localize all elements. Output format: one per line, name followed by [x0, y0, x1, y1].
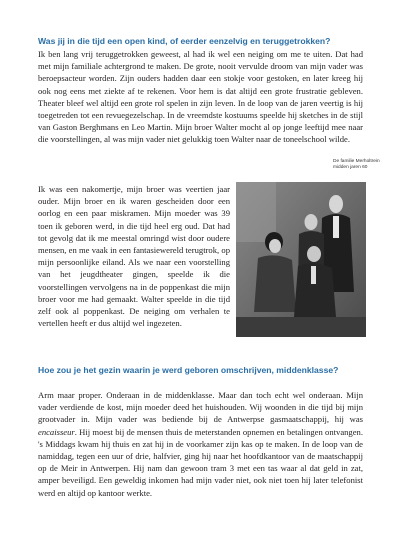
- question-heading-1: Was jij in die tijd een open kind, of eerder eenzelvig en teruggetrokken?: [38, 36, 331, 46]
- question-heading-2: Hoe zou je het gezin waarin je werd geboren omschrijven, middenklasse?: [38, 365, 339, 375]
- answer-paragraph-3-start: Arm maar proper. Onderaan in de middenklasse. Maar dan toch echt wel onderaan. Mijn vader verdiende de kost, mijn moeder deed het huishouden. Wij woonden in die tijd bij mijn grootvader in. Mijn vader was bediende bij de Antwerpse gasmaatschappij, hij was: [38, 390, 363, 425]
- answer-paragraph-3-end: . Hij moest bij de mensen thuis de meterstanden opnemen en betalingen ontvangen. 's Middags kwam hij thuis en zat hij in de voorkamer zijn kas op te maken. In de loop van de namiddag, tegen een uur of drie, halfvier, ging hij naar het hoofdkantoor van de maatschappij op de Meir in Antwerpen. Hij nam dan gewoon tram 3 met een tas waar al dat geld in zat, amper beveiligd. Een geweldig inkomen had mijn vader niet, ook niet toen hij later telefonist werd en altijd op kantoor werkte.: [38, 426, 363, 498]
- answer-paragraph-2: Ik was een nakomertje, mijn broer was veertien jaar ouder. Mijn broer en ik waren gescheiden door een oorlog en een paar miskramen. Mijn moeder was 39 toen ik geboren werd, in die tijd heel erg oud. Dat had tot gevolg dat ik me meestal omringd wist door oudere mensen, en me vaak in een fantasiewereld terugtrok, op mijn persoonlijke eiland. Als we naar een voorstelling van het jeugdtheater gingen, speelde ik die voorstellingen vervolgens na in de poppenkast die mijn broer voor me had gemaakt. Walter speelde in die tijd zelf ook al poppenkast. De neiging om verhalen te vertellen heeft er dus altijd wel ingezeten.: [38, 184, 230, 329]
- family-photo: [236, 182, 366, 337]
- photo-caption: De familie Merholtrein midden jaren 60: [333, 159, 380, 171]
- italic-term: encaisseur: [38, 426, 75, 437]
- answer-paragraph-1: Ik ben lang vrij teruggetrokken geweest, al had ik wel een neiging om me te uiten. Dat had met mijn familiale achtergrond te maken. De grote, nooit vervulde droom van mijn vader was beroepsacteur worden. Zijn ouders hadden daar een stokje voor gestoken, en later kreeg hij ook nog eens met ziekte af te rekenen. Voor hem is dat altijd een grote frustratie gebleven. Theater bleef wel altijd een grote rol spelen in zijn leven. In de loop van de jaren veertig is hij toegetreden tot een revuegezelschap. In de vreemdste kostuums speelde hij sketches in de stijl van Gaston Berghmans en Leo Martin. Mijn broer Walter mocht al op jonge leeftijd mee naar die voorstellingen, al was mijn vader niet gelukkig toen Walter naar de toneelschool wilde.: [38, 49, 363, 145]
- answer-paragraph-3: [38, 389, 363, 499]
